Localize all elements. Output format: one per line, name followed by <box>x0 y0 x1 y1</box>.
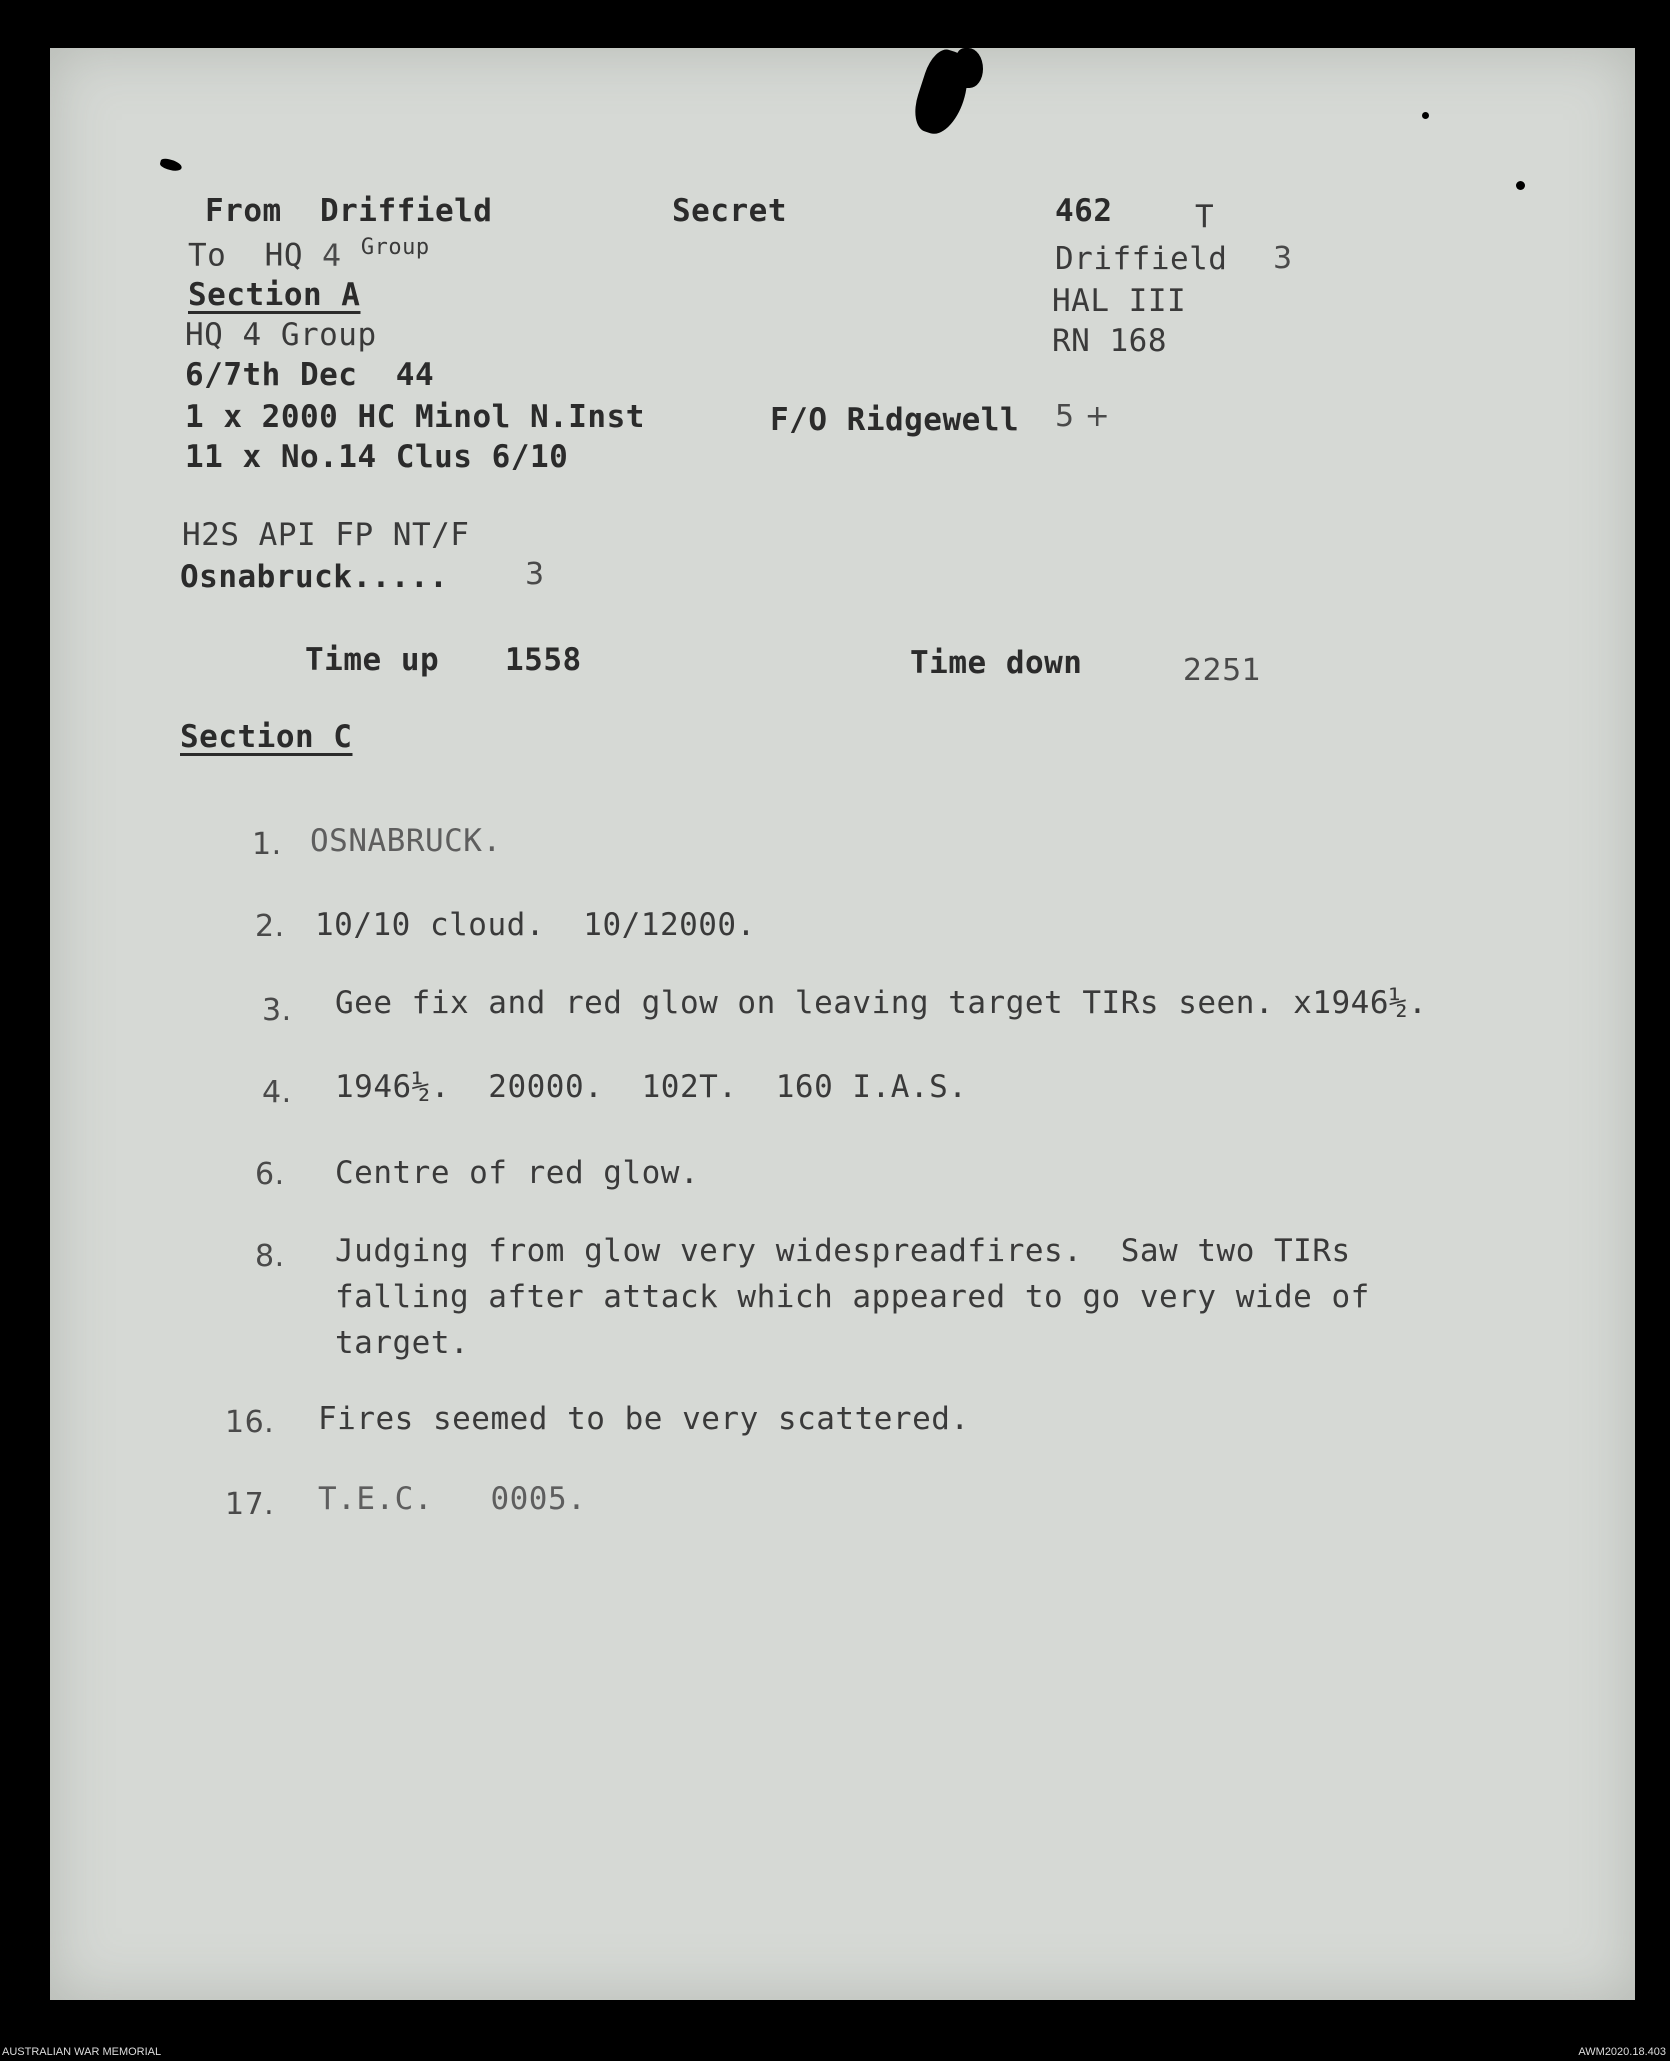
load-1: 1 x 2000 HC Minol N.Inst <box>185 399 645 435</box>
hq-group: HQ 4 Group <box>185 317 377 353</box>
squadron: 462 <box>1055 193 1113 229</box>
target: Osnabruck..... <box>180 559 449 595</box>
item-text: OSNABRUCK. <box>310 823 502 859</box>
h2s-line: H2S API FP NT/F <box>182 517 470 553</box>
station: Driffield <box>1055 241 1228 277</box>
pilot: F/O Ridgewell <box>770 402 1020 438</box>
item-text: 10/10 cloud. 10/12000. <box>315 907 756 943</box>
squadron-code: T <box>1195 199 1215 235</box>
serial: RN 168 <box>1052 323 1167 359</box>
punch-mark <box>159 157 183 172</box>
item-number: 16. <box>225 1405 275 1440</box>
item-text: Fires seemed to be very scattered. <box>318 1401 970 1437</box>
item-text: 1946½. 20000. 102T. 160 I.A.S. <box>335 1069 968 1105</box>
time-up: 1558 <box>505 642 582 678</box>
time-down-label: Time down <box>910 645 1083 681</box>
torn-hole <box>955 48 983 88</box>
aircraft: HAL III <box>1052 283 1187 319</box>
item-text: T.E.C. 0005. <box>318 1481 587 1517</box>
to-line <box>188 235 430 274</box>
item-text: target. <box>335 1325 470 1361</box>
section-a-title: Section A <box>188 277 361 313</box>
item-text: falling after attack which appeared to go very wide of <box>335 1279 1370 1315</box>
to-prefix: To HQ <box>188 237 323 274</box>
item-text: Judging from glow very widespreadfires. Saw two TIRs <box>335 1233 1351 1269</box>
date: 6/7th Dec 44 <box>185 357 435 393</box>
item-number: 3. <box>262 993 292 1028</box>
to-suffix: Group <box>360 235 430 260</box>
punch-mark <box>1422 112 1429 119</box>
item-number: 2. <box>255 909 285 944</box>
footer-reference: AWM2020.18.403 <box>1578 2046 1666 2058</box>
section-c-title: Section C <box>180 719 353 755</box>
item-text: Centre of red glow. <box>335 1155 700 1191</box>
classification: Secret <box>672 193 787 229</box>
item-number: 17. <box>225 1487 275 1522</box>
time-up-label: Time up <box>305 642 440 678</box>
item-text: Gee fix and red glow on leaving target TIRs seen. x1946½. <box>335 985 1428 1021</box>
item-number: 1. <box>252 827 282 862</box>
crew-count: 5 + <box>1055 399 1111 434</box>
target-number: 3 <box>525 557 545 592</box>
item-number: 8. <box>255 1239 285 1274</box>
item-number: 6. <box>255 1157 285 1192</box>
punch-mark <box>1516 181 1525 190</box>
station-number: 3 <box>1273 241 1293 276</box>
to-group: 4 <box>322 238 342 274</box>
time-down: 2251 <box>1183 653 1262 688</box>
item-number: 4. <box>262 1075 292 1110</box>
footer-credit: AUSTRALIAN WAR MEMORIAL <box>2 2046 162 2058</box>
load-2: 11 x No.14 Clus 6/10 <box>185 439 569 475</box>
from-line: From Driffield <box>205 193 493 229</box>
